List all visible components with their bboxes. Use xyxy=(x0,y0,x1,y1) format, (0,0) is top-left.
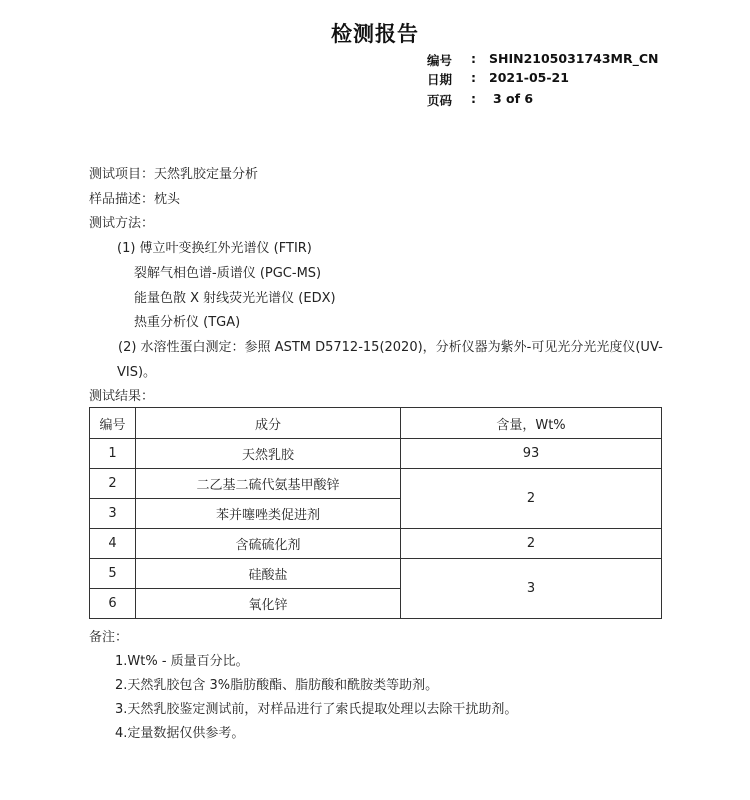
colon: : xyxy=(471,51,476,66)
table-row xyxy=(90,469,662,499)
header-number: 编号 xyxy=(90,408,136,439)
row-number: 5 xyxy=(90,559,136,589)
notes-label: 备注： xyxy=(89,630,129,645)
method-pgc-ms: 裂解气相色谱-质谱仪 (PGC-MS) xyxy=(134,266,322,281)
method-ftir: (1) 傅立叶变换红外光谱仪 (FTIR) xyxy=(117,241,312,256)
method-protein-line2: VIS)。 xyxy=(117,365,157,380)
test-method-label: 测试方法： xyxy=(89,216,155,231)
method-tga: 热重分析仪 (TGA) xyxy=(134,315,241,330)
note-item: 3.天然乳胶鉴定测试前，对样品进行了索氏提取处理以去除干扰助剂。 xyxy=(115,702,518,717)
row-number: 4 xyxy=(90,529,136,559)
table-row xyxy=(90,559,662,589)
table-header-row xyxy=(90,408,662,439)
row-component: 苯并噻唑类促进剂 xyxy=(136,499,401,529)
row-number: 6 xyxy=(90,589,136,619)
row-number: 3 xyxy=(90,499,136,529)
row-content: 93 xyxy=(401,439,662,469)
report-number-label: 编号 xyxy=(427,53,453,68)
report-number-value: SHIN2105031743MR_CN xyxy=(489,51,659,66)
row-component: 二乙基二硫代氨基甲酸锌 xyxy=(136,469,401,499)
note-item: 1.Wt% - 质量百分比。 xyxy=(115,654,249,669)
header-component: 成分 xyxy=(136,408,401,439)
row-content: 2 xyxy=(401,469,662,529)
page-number-value: 3 of 6 xyxy=(493,91,534,106)
row-content: 3 xyxy=(401,559,662,619)
table-row xyxy=(90,529,662,559)
row-component: 含硫硫化剂 xyxy=(136,529,401,559)
row-content: 2 xyxy=(401,529,662,559)
row-component: 硅酸盐 xyxy=(136,559,401,589)
test-results-label: 测试结果： xyxy=(89,389,155,404)
report-title: 检测报告 xyxy=(331,22,419,46)
row-number: 2 xyxy=(90,469,136,499)
row-component: 氧化锌 xyxy=(136,589,401,619)
report-date-value: 2021-05-21 xyxy=(489,70,569,85)
row-number: 1 xyxy=(90,439,136,469)
row-component: 天然乳胶 xyxy=(136,439,401,469)
table-row xyxy=(90,439,662,469)
header-content: 含量，Wt% xyxy=(401,408,662,439)
report-date-label: 日期 xyxy=(427,72,453,87)
note-item: 2.天然乳胶包含 3%脂肪酸酯、脂肪酸和酰胺类等助剂。 xyxy=(115,678,439,693)
colon: : xyxy=(471,91,476,106)
test-item: 测试项目：天然乳胶定量分析 xyxy=(89,167,259,182)
method-edx: 能量色散 X 射线荧光光谱仪 (EDX) xyxy=(134,291,336,306)
note-item: 4.定量数据仅供参考。 xyxy=(115,726,245,741)
results-table xyxy=(89,407,662,619)
colon: : xyxy=(471,70,476,85)
method-protein-line1: (2) 水溶性蛋白测定：参照 ASTM D5712-15(2020)，分析仪器为紫外-可见光分光光度仪(UV- xyxy=(118,340,663,355)
sample-description: 样品描述：枕头 xyxy=(89,192,181,207)
page-number-label: 页码 xyxy=(427,93,453,108)
